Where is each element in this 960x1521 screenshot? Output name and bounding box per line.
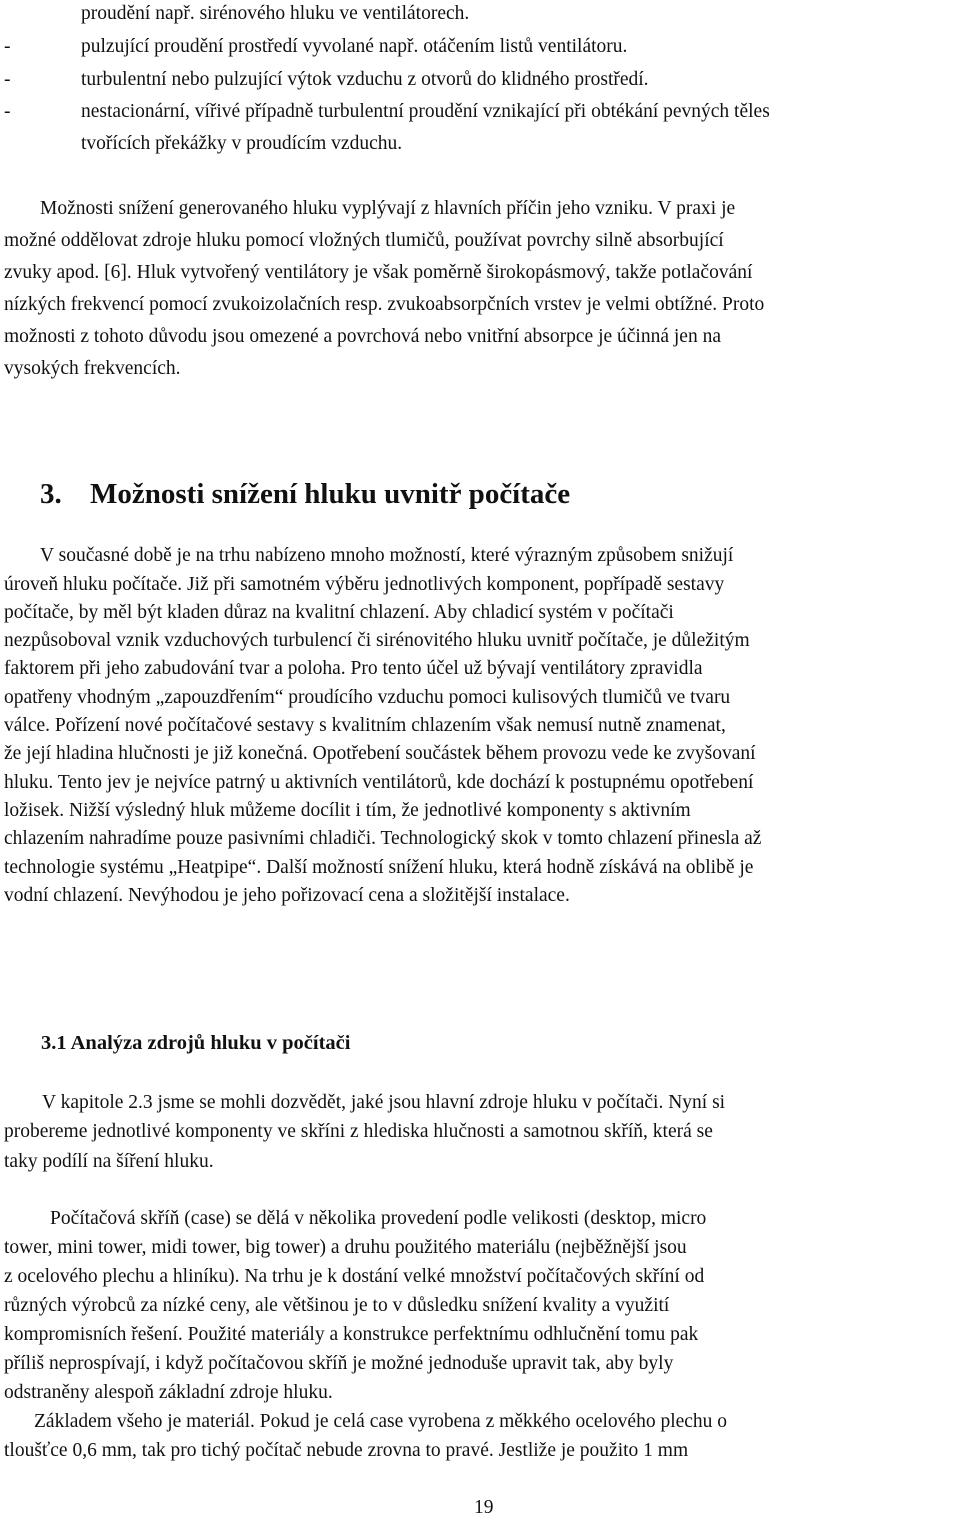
paragraph-line: Základem všeho je materiál. Pokud je celá case vyrobena z měkkého ocelového plechu o xyxy=(34,1411,728,1432)
bullet-dash: - xyxy=(4,36,11,57)
paragraph-line: vodní chlazení. Nevýhodou je jeho pořizovací cena a složitější instalace. xyxy=(4,885,570,906)
paragraph-line: vysokých frekvencích. xyxy=(4,358,181,379)
bullet-text: pulzující proudění prostředí vyvolané např. otáčením listů ventilátoru. xyxy=(81,36,628,57)
paragraph-line: odstraněny alespoň základní zdroje hluku. xyxy=(4,1382,333,1403)
paragraph-line: faktorem při jeho zabudování tvar a poloha. Pro tento účel už bývají ventilátory zpravidla xyxy=(4,658,703,679)
paragraph-line: probereme jednotlivé komponenty ve skříni z hlediska hlučnosti a samotnou skříň, která se xyxy=(4,1121,713,1142)
section-heading xyxy=(40,478,570,511)
paragraph-line: Počítačová skříň (case) se dělá v několika provedení podle velikosti (desktop, micro xyxy=(50,1208,707,1229)
paragraph-line: počítače, by měl být kladen důraz na kvalitní chlazení. Aby chladicí systém v počítači xyxy=(4,602,674,623)
bullet-text-continuation: tvořících překážky v proudícím vzduchu. xyxy=(81,133,403,154)
paragraph-line: technologie systému „Heatpipe“. Další možností snížení hluku, která hodně získává na oblibě je xyxy=(4,857,754,878)
paragraph-line: možné oddělovat zdroje hluku pomocí vložných tlumičů, používat povrchy silně absorbující xyxy=(4,230,724,251)
bullet-dash: - xyxy=(4,101,11,122)
paragraph-line: tloušťce 0,6 mm, tak pro tichý počítač nebude zrovna to pravé. Jestliže je použito 1 mm xyxy=(4,1440,689,1461)
paragraph-line: zvuky apod. [6]. Hluk vytvořený ventilátory je však poměrně širokopásmový, takže potlačování xyxy=(4,262,753,283)
subsection-heading: 3.1 Analýza zdrojů hluku v počítači xyxy=(41,1032,351,1054)
bullet-dash: - xyxy=(4,69,11,90)
paragraph-line: z ocelového plechu a hliníku). Na trhu je k dostání velké množství počítačových skříní od xyxy=(4,1266,705,1287)
page-number: 19 xyxy=(474,1497,494,1518)
paragraph-line: hluku. Tento jev je nejvíce patrný u aktivních ventilátorů, kde dochází k postupnému opotřebení xyxy=(4,772,754,793)
paragraph-line: kompromisních řešení. Použité materiály a konstrukce perfektnímu odhlučnění tomu pak xyxy=(4,1324,699,1345)
bullet-continuation-line: proudění např. sirénového hluku ve ventilátorech. xyxy=(81,3,470,24)
paragraph-line: opatřeny vhodným „zapouzdřením“ proudícího vzduchu pomoci kulisových tlumičů ve tvaru xyxy=(4,687,731,708)
paragraph-line: chlazením nahradíme pouze pasivními chladiči. Technologický skok v tomto chlazení přinesla až xyxy=(4,828,762,849)
paragraph-line: nízkých frekvencí pomocí zvukoizolačních resp. zvukoabsorpčních vrstev je velmi obtížné. Proto xyxy=(4,294,765,315)
paragraph-line: nezpůsoboval vznik vzduchových turbulencí či sirénovitého hluku uvnitř počítače, je důležitým xyxy=(4,630,750,651)
paragraph-line: že její hladina hlučnosti je již konečná. Opotřebení součástek během provozu vede ke zvyšovaní xyxy=(4,743,756,764)
paragraph-line: tower, mini tower, midi tower, big tower) a druhu použitého materiálu (nejběžnější jsou xyxy=(4,1237,687,1258)
paragraph-line: taky podílí na šíření hluku. xyxy=(4,1151,214,1172)
paragraph-line: úroveň hluku počítače. Již při samotném výběru jednotlivých komponent, popřípadě sestavy xyxy=(4,574,725,595)
bullet-text: nestacionární, vířivé případně turbulentní proudění vznikající při obtékání pevných těles xyxy=(81,101,770,122)
section-number: 3. xyxy=(40,478,62,510)
paragraph-line: ložisek. Nižší výsledný hluk můžeme docílit i tím, že jednotlivé komponenty s aktivním xyxy=(4,800,691,821)
paragraph-line: V současné době je na trhu nabízeno mnoho možností, které výrazným způsobem snižují xyxy=(40,545,734,566)
paragraph-line: možnosti z tohoto důvodu jsou omezené a povrchová nebo vnitřní absorpce je účinná jen na xyxy=(4,326,721,347)
section-title: Možnosti snížení hluku uvnitř počítače xyxy=(90,478,571,510)
paragraph-line: příliš neprospívají, i když počítačovou skříň je možné jednoduše upravit tak, aby byly xyxy=(4,1353,674,1374)
bullet-text: turbulentní nebo pulzující výtok vzduchu z otvorů do klidného prostředí. xyxy=(81,69,649,90)
paragraph-line: různých výrobců za nízké ceny, ale většinou je to v důsledku snížení kvality a využití xyxy=(4,1295,670,1316)
paragraph-line: válce. Pořízení nové počítačové sestavy s kvalitním chlazením však nemusí nutně znamenat, xyxy=(4,715,726,736)
paragraph-line: Možnosti snížení generovaného hluku vyplývají z hlavních příčin jeho vzniku. V praxi je xyxy=(40,198,736,219)
paragraph-line: V kapitole 2.3 jsme se mohli dozvědět, jaké jsou hlavní zdroje hluku v počítači. Nyní si xyxy=(42,1092,726,1113)
